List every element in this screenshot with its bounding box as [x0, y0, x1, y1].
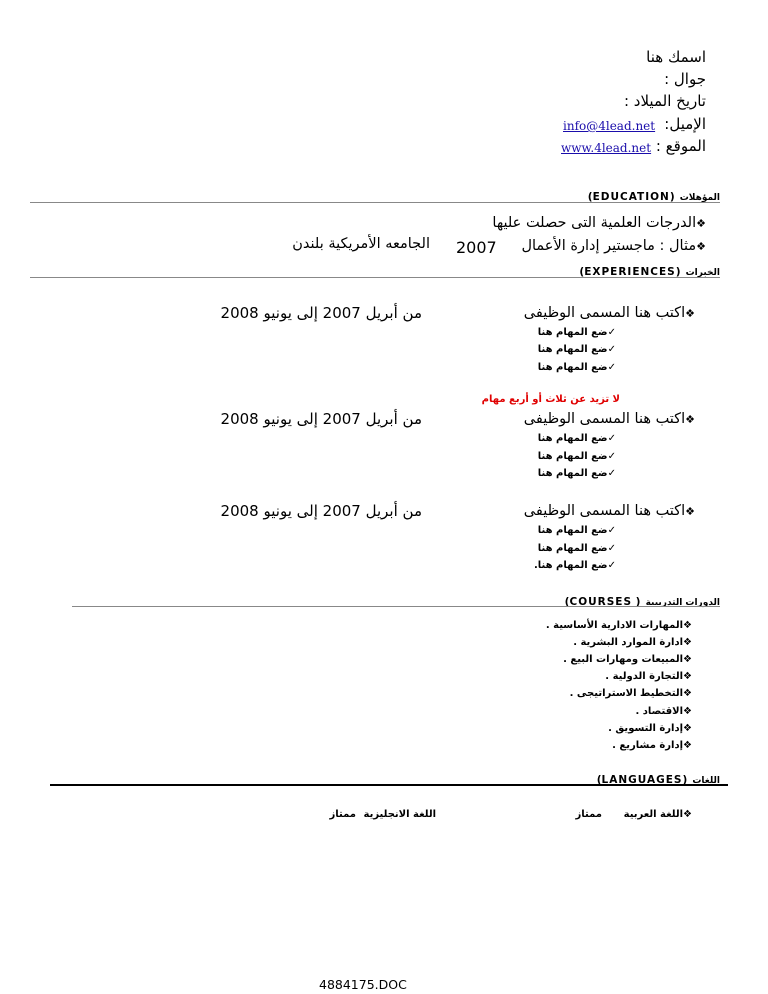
education-degrees-line: ❖الدرجات العلمية التى حصلت عليها [492, 215, 706, 231]
course-item: ❖التجارة الدولية . [605, 671, 692, 682]
diamond-bullet-icon: ❖ [685, 505, 695, 518]
diamond-bullet-icon: ❖ [696, 217, 706, 230]
language-arabic-level: ممتاز [575, 809, 602, 820]
diamond-bullet-icon: ❖ [683, 723, 692, 734]
check-icon: ✓ [607, 451, 616, 462]
course-item: ❖المبيعات ومهارات البيع . [563, 654, 692, 665]
website-link[interactable]: www.4lead.net [561, 141, 652, 155]
course-item: ❖إدارة مشاريع . [612, 740, 692, 751]
check-icon: ✓ [607, 433, 616, 444]
job-date: من أبريل 2007 إلى يونيو 2008 [220, 304, 422, 322]
diamond-bullet-icon: ❖ [683, 637, 692, 648]
check-icon: ✓ [607, 344, 616, 355]
language-arabic: ❖اللغة العربية [623, 809, 692, 820]
languages-divider [50, 784, 728, 786]
task-item: ✓ضع المهام هنا [537, 433, 616, 444]
diamond-bullet-icon: ❖ [683, 740, 692, 751]
diamond-bullet-icon: ❖ [683, 706, 692, 717]
courses-heading-ar: الدورات التدريبية [645, 598, 720, 608]
course-item: ❖إدارة التسويق . [608, 723, 692, 734]
check-icon: ✓ [607, 468, 616, 479]
diamond-bullet-icon: ❖ [685, 307, 695, 320]
check-icon: ✓ [607, 362, 616, 373]
task-item: ✓ضع المهام هنا. [534, 560, 616, 571]
task-item: ✓ضع المهام هنا [537, 362, 616, 373]
email-label: الإميل: [664, 115, 706, 133]
mobile-label: جوال : [664, 70, 706, 88]
email-link[interactable]: info@4lead.net [563, 119, 656, 133]
name-line: اسمك هنا [646, 48, 706, 66]
check-icon: ✓ [607, 560, 616, 571]
language-english-level: ممتاز [329, 809, 356, 820]
course-item: ❖الاقتصاد . [635, 706, 692, 717]
education-university: الجامعه الأمريكية بلندن [292, 236, 430, 252]
job-title: ❖اكتب هنا المسمى الوظيفى [523, 411, 695, 427]
website-label: الموقع : [655, 137, 706, 155]
courses-heading-en: ( COURSES) [564, 596, 641, 608]
task-item: ✓ضع المهام هنا [537, 468, 616, 479]
education-heading-en: (EDUCATION) [587, 191, 675, 203]
task-item: ✓ضع المهام هنا [537, 525, 616, 536]
diamond-bullet-icon: ❖ [683, 654, 692, 665]
diamond-bullet-icon: ❖ [685, 413, 695, 426]
check-icon: ✓ [607, 327, 616, 338]
experiences-heading-ar: الخبرات [685, 268, 720, 278]
job-title: ❖اكتب هنا المسمى الوظيفى [523, 503, 695, 519]
education-year: 2007 [456, 238, 497, 257]
job-date: من أبريل 2007 إلى يونيو 2008 [220, 502, 422, 520]
birthdate-label: تاريخ الميلاد : [623, 92, 706, 110]
experiences-heading-en: (EXPERIENCES) [579, 266, 681, 278]
education-example-line: ❖مثال : ماجستير إدارة الأعمال [521, 238, 706, 254]
task-item: ✓ضع المهام هنا [537, 327, 616, 338]
language-english: اللغة الانجليزية [363, 809, 436, 820]
diamond-bullet-icon: ❖ [696, 240, 706, 253]
education-heading-ar: المؤهلات [679, 193, 720, 203]
experiences-divider [30, 277, 720, 278]
task-item: ✓ضع المهام هنا [537, 451, 616, 462]
diamond-bullet-icon: ❖ [683, 671, 692, 682]
diamond-bullet-icon: ❖ [683, 688, 692, 699]
diamond-bullet-icon: ❖ [683, 809, 692, 820]
education-divider [30, 202, 720, 203]
task-limit-note: لا تزيد عن ثلاث أو أربع مهام [481, 394, 620, 405]
course-item: ❖التخطيط الاستراتيجى . [569, 688, 692, 699]
languages-heading-en: (LANGUAGES) [596, 774, 688, 786]
check-icon: ✓ [607, 543, 616, 554]
document-id-footer: 4884175.DOC [319, 977, 407, 992]
task-item: ✓ضع المهام هنا [537, 344, 616, 355]
courses-divider [72, 606, 720, 607]
languages-heading-ar: اللغات [692, 776, 720, 786]
diamond-bullet-icon: ❖ [683, 620, 692, 631]
job-date: من أبريل 2007 إلى يونيو 2008 [220, 410, 422, 428]
course-item: ❖ادارة الموارد البشرية . [573, 637, 692, 648]
course-item: ❖المهارات الادارية الأساسية . [545, 620, 692, 631]
check-icon: ✓ [607, 525, 616, 536]
task-item: ✓ضع المهام هنا [537, 543, 616, 554]
job-title: ❖اكتب هنا المسمى الوظيفى [523, 305, 695, 321]
